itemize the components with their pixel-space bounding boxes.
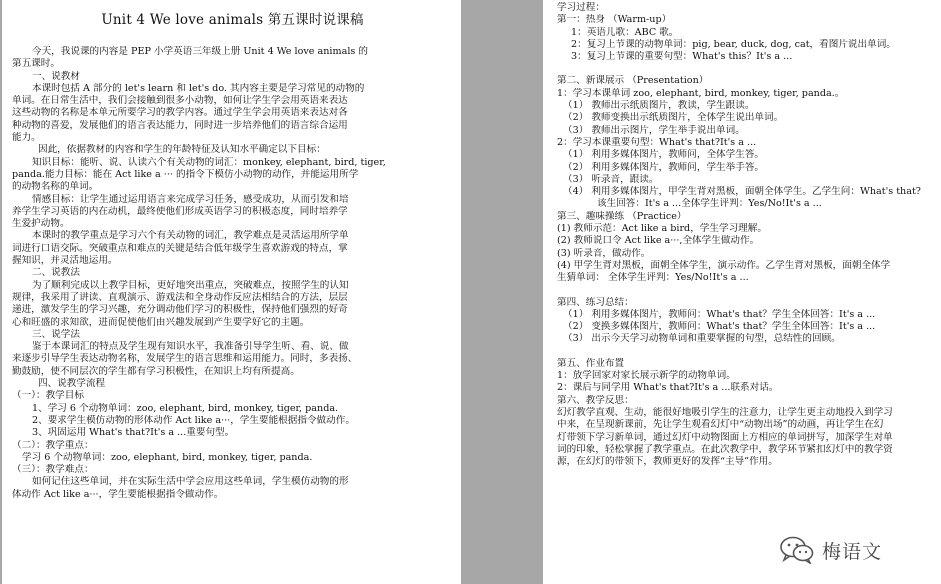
paragraph-line: 体动作 Act like a···，学生要能根据指令做动作。 xyxy=(12,488,224,500)
subsection-heading: （一）：教学目标 xyxy=(12,390,84,402)
paragraph-line: 如何记住这些单词，并在实际生活中学会应用这些单词，学生模仿动物的形 xyxy=(32,476,349,488)
paragraph-line: panda.能力目标：能在 Act like a ··· 的指令下模仿小动物的动作，并能运用所学 xyxy=(12,168,359,180)
list-item: （2） 变换多媒体图片，教师问：What's that？学生全体回答：It's a ... xyxy=(563,321,876,333)
list-item: （2） 教师变换出示纸质图片，全体学生说出单词。 xyxy=(563,112,784,124)
paragraph-line: 幻灯教学直观、生动，能很好地吸引学生的注意力，让学生更主动地投入到学习 xyxy=(557,406,893,418)
section-heading: 第三、趣味操练 （Practice） xyxy=(557,210,687,222)
paragraph-line: 情感目标：让学生通过运用语言来完成学习任务，感受成功，从而引发和培 xyxy=(32,193,349,205)
paragraph-line: 第五课时。 xyxy=(12,58,60,70)
list-item: （1） 利用多媒体图片，教师问，全体学生答。 xyxy=(563,149,765,161)
section-heading: 第二、新课展示 （Presentation） xyxy=(557,75,709,87)
list-item: 该生回答：It's a ...全体学生评判：Yes/No!It's a ... xyxy=(597,198,822,210)
paragraph-line: 学习 6 个动物单词：zoo, elephant, bird, monkey, tiger, panda. xyxy=(22,451,313,463)
list-item: （3） 听录音，跟读。 xyxy=(563,173,659,185)
page-title: Unit 4 We love animals 第五课时说课稿 xyxy=(101,12,364,28)
document-page-right xyxy=(543,0,941,584)
paragraph-line: 鉴于本课词汇的特点及学生现有知识水平，我准备引导学生听、看、说、做 xyxy=(32,341,349,353)
paragraph-line: 单词。在日常生活中，我们会接触到很多小动物，如何让学生学会用英语来表达 xyxy=(12,95,348,107)
list-item: （4） 利用多媒体图片，甲学生背对黑板，面朝全体学生。乙学生问：What's that? xyxy=(563,186,921,198)
paragraph-line: 来逐步引导学生表达动物名称，发展学生的语言思维和运用能力。同时，多表扬、 xyxy=(12,353,358,365)
list-item: 3、巩固运用 What's that?It's a ...重要句型。 xyxy=(32,427,235,439)
list-item: （2） 利用多媒体图片，教师问，学生举手答。 xyxy=(563,161,765,173)
document-page-left xyxy=(2,0,461,584)
list-item: 2、要求学生模仿动物的形体动作 Act like a···，学生要能根据指令做动作。 xyxy=(32,414,355,426)
subsection-heading: （二）：教学重点： xyxy=(12,439,94,451)
paragraph-line: 本课时的教学重点是学习六个有关动物的词汇，教学难点是灵活运用所学单 xyxy=(32,230,349,242)
paragraph-line: 今天，我说课的内容是 PEP 小学英语三年级上册 Unit 4 We love animals 的 xyxy=(32,46,368,57)
section-heading: 第五、作业布置 xyxy=(557,357,625,369)
paragraph-line: 灯带领下学习新单词，通过幻灯中动物图面上方相应的单词拼写，加深学生对单 xyxy=(557,431,893,443)
list-item: 2：学习本课重要句型：What's that?It's a ... xyxy=(557,136,757,148)
section-heading: 四、说教学流程 xyxy=(38,378,106,390)
paragraph-line: 的动物名称的单词。 xyxy=(12,181,99,193)
subsection-heading: （三）：教学难点： xyxy=(12,464,94,476)
list-item: (1) 教师示范：Act like a bird，学生学习理解。 xyxy=(557,223,767,235)
section-heading: 二、说教法 xyxy=(32,267,80,279)
paragraph-line: 词的印象，轻松掌握了教学重点。在此次教学中，教学环节紧扣幻灯中的教学资 xyxy=(557,443,893,455)
list-item: (4) 甲学生背对黑板，面朝全体学生，演示动作。乙学生背对黑板，面朝全体学 xyxy=(557,259,891,271)
list-item: （1） 利用多媒体图片，教师问：What's that？学生全体回答：It's a ... xyxy=(563,308,876,320)
wechat-icon xyxy=(780,536,814,564)
list-item: 1：英语儿歌：ABC 歌。 xyxy=(571,26,679,38)
list-item: 生猜单词： 全体学生评判：Yes/No!It's a ... xyxy=(557,272,749,284)
watermark xyxy=(780,532,930,568)
paragraph-line: 种动物的喜爱，发展他们的语言表达能力，同时进一步培养他们的语言综合运用 xyxy=(12,119,348,131)
section-heading: 学习过程： xyxy=(557,2,605,13)
paragraph-line: 源，在幻灯的带领下，教师更好的发挥“主导”作用。 xyxy=(557,456,778,468)
paragraph-line: 勤鼓励，使不同层次的学生都有学习积极性，在知识上均有所提高。 xyxy=(12,365,300,377)
list-item: (3) 听录音，做动作。 xyxy=(557,247,651,259)
paragraph-line: 这些动物的名称是本单元所要学习的教学内容。通过学生学会用英语来表达对各 xyxy=(12,107,348,119)
list-item: （1） 教师出示纸质图片，教读，学生跟读。 xyxy=(563,100,755,112)
list-item: (2) 教师说口令 Act like a···,全体学生做动作。 xyxy=(557,235,760,247)
paragraph-line: 中来，在呈现新课前，先让学生观看幻灯中“动物出场”的动画，再让学生在幻 xyxy=(557,419,884,431)
paragraph-line: 生爱护动物。 xyxy=(12,218,70,230)
paragraph-line: 递进，激发学生的学习兴趣，充分调动他们学习的积极性，保持他们强烈的好奇 xyxy=(12,304,348,316)
paragraph-line: 知识目标：能听、说、认读六个有关动物的词汇：monkey, elephant, bird, tiger, xyxy=(32,156,386,168)
paragraph-line: 能力。 xyxy=(12,132,41,144)
section-heading: 第六、教学反思： xyxy=(557,394,634,406)
paragraph-line: 心和旺盛的求知欲，进而促使他们由兴趣发展到产生要学好它的主题。 xyxy=(12,316,310,328)
paragraph-line: 词进行口语交际。突破重点和难点的关键是结合低年级学生喜欢游戏的特点，掌 xyxy=(12,242,348,254)
list-item: 1：放学回家对家长展示新学的动物单词。 xyxy=(557,370,736,382)
list-item: 2：课后与同学用 What's that?It's a ...联系对话。 xyxy=(557,382,779,394)
list-item: 1、学习 6 个动物单词：zoo, elephant, bird, monkey, tiger, panda. xyxy=(32,402,339,414)
section-heading: 第四、练习总结： xyxy=(557,296,634,308)
list-item: （3） 出示今天学习动物单词和重要掌握的句型，总结性的回顾。 xyxy=(563,333,841,345)
list-item: 1：学习本课单词 zoo, elephant, bird, monkey, tiger, panda.。 xyxy=(557,87,845,99)
paragraph-line: 本课时包括 A 部分的 let's learn 和 let's do. 其内容主要是学习常见的动物的 xyxy=(32,82,365,94)
paragraph-line: 因此，依据教材的内容和学生的年龄特征及认知水平确定以下目标： xyxy=(38,144,326,156)
paragraph-line: 养学生学习英语的内在动机，最终使他们形成英语学习的积极态度，同时培养学 xyxy=(12,205,348,217)
section-heading: 第一：热身 （Warm-up） xyxy=(557,14,672,26)
list-item: 3：复习上节课的重要句型：What's this？It's a ... xyxy=(571,51,793,63)
paragraph-line: 规律，我采用了讲读、直观演示、游戏法和全身动作反应法相结合的方法，层层 xyxy=(12,291,348,303)
list-item: 2：复习上节课的动物单词：pig, bear, duck, dog, cat，看图片说出单词。 xyxy=(571,38,896,50)
watermark-text: 梅语文 xyxy=(822,540,883,563)
list-item: （3） 教师出示图片，学生举手说出单词。 xyxy=(563,124,745,136)
paragraph-line: 为了顺利完成以上教学目标，更好地突出重点，突破难点，按照学生的认知 xyxy=(32,279,349,291)
section-heading: 三、说学法 xyxy=(32,328,80,340)
paragraph-line: 握知识，并灵活地运用。 xyxy=(12,255,118,267)
section-heading: 一、说教材 xyxy=(32,70,80,82)
